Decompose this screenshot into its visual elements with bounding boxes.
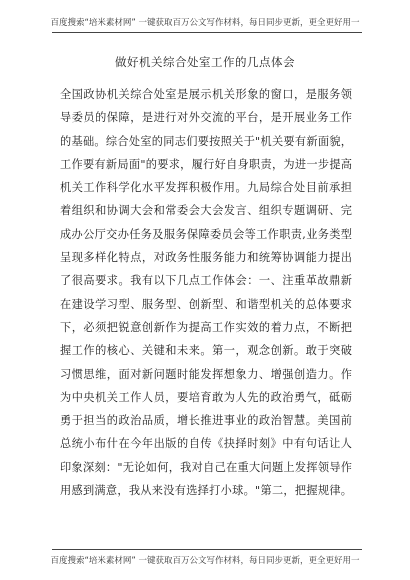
footer-divider	[52, 549, 362, 550]
body-line: 握工作的核心、关键和未来。第一，观念创新。敢于突破	[60, 344, 352, 358]
body-line: 呈现多样化特点，对政务性服务能力和统筹协调能力提出	[60, 251, 352, 265]
body-line: 用感到满意，我从来没有选择打小球。"第二，把握规律。	[60, 484, 352, 498]
body-line: 着组织和协调大会和常委会大会发言、组织专题调研、完	[60, 204, 352, 218]
body-line: 了很高要求。我有以下几点工作体会：一、注重革故鼎新	[60, 274, 352, 288]
body-line: 工作要有新局面"的要求，履行好自身职责，为进一步提高	[60, 157, 352, 171]
body-line: 习惯思维，面对新问题时能发挥想象力、增强创造力。作	[60, 367, 352, 381]
body-line: 下，必须把锐意创新作为提高工作实效的着力点，不断把	[60, 320, 352, 334]
body-line: 全国政协机关综合处室是展示机关形象的窗口，是服务领	[60, 88, 352, 101]
body-line: 机关工作科学化水平发挥积极作用。九局综合处目前承担	[60, 181, 352, 195]
body-line: 成办公厅交办任务及服务保障委员会等工作职责,业务类型	[60, 227, 352, 241]
body-line: 在建设学习型、服务型、创新型、和谐型机关的总体要求	[60, 297, 352, 311]
document-title: 做好机关综合处室工作的几点体会	[115, 55, 295, 69]
footer-banner: 百度搜索“培米素材网” 一键获取百万公文写作材料，每日同步更新，更全更好用一	[50, 556, 360, 566]
body-line: 印象深刻："无论如何，我对自己在重大问题上发挥领导作	[60, 460, 352, 474]
body-line: 的基础。综合处室的同志们要按照关于"机关要有新面貌，	[60, 134, 352, 148]
header-banner: 百度搜索“培米素材网” 一键获取百万公文写作材料，每日同步更新，更全更好用一	[50, 18, 360, 28]
body-line: 总统小布什在今年出版的自传《抉择时刻》中有句话让人	[60, 437, 352, 451]
body-line: 导委员的保障，是进行对外交流的平台，是开展业务工作	[60, 111, 352, 125]
body-line: 勇于担当的政治品质，增长推进事业的政治智慧。美国前	[60, 414, 352, 428]
header-divider	[52, 32, 362, 33]
document-body	[60, 83, 352, 502]
body-line: 为中央机关工作人员，要培育敢为人先的政治勇气，砥砺	[60, 390, 352, 404]
